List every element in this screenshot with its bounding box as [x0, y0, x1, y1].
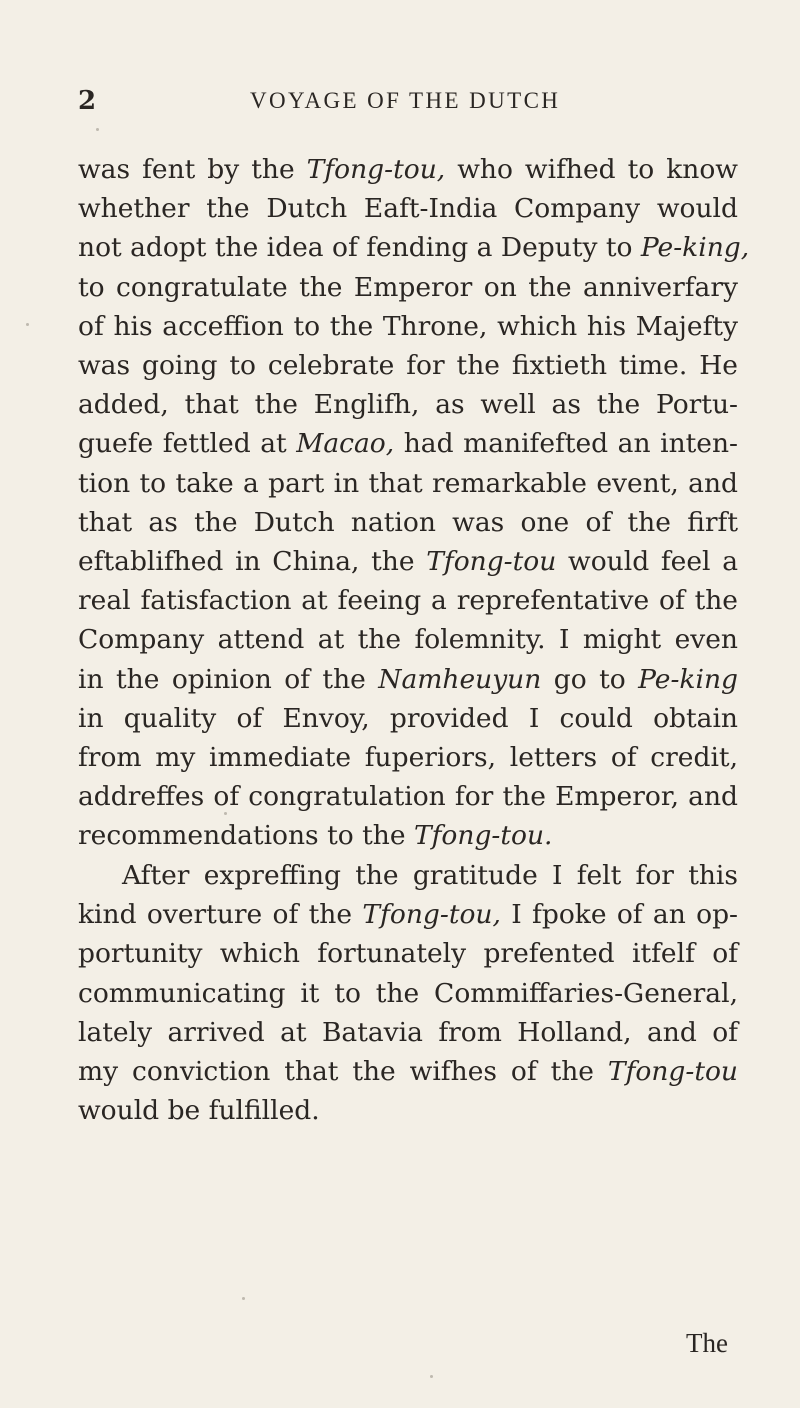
italic-term: Pe-king — [638, 663, 738, 695]
text-run: kind overture of the — [78, 899, 363, 931]
text-run: real fatisfaction at feeing a reprefentative of the — [78, 585, 738, 617]
text-line — [78, 307, 738, 347]
catchword: The — [686, 1328, 728, 1358]
text-run: in the opinion of the — [78, 663, 379, 695]
text-line — [78, 346, 738, 386]
text-run: addreffes of congratulation for the Emperor, and — [78, 781, 738, 813]
text-run: in quality of Envoy, provided I could obtain — [78, 702, 738, 734]
text-run: portunity which fortunately prefented itfelf of — [78, 938, 738, 970]
text-run: would feel a — [556, 546, 738, 577]
text-line — [78, 268, 738, 308]
text-line — [78, 1013, 738, 1053]
text-run: my conviction that the wifhes of the — [78, 1056, 608, 1087]
text-run: whether the Dutch Eaft-India Company would — [78, 193, 738, 225]
italic-term: Tfong-tou — [426, 546, 557, 577]
text-line — [78, 542, 738, 582]
text-line — [78, 464, 738, 504]
paper-speck — [224, 812, 227, 815]
text-run: After expreffing the gratitude I felt for this — [122, 860, 738, 891]
text-run: I fpoke of an op- — [500, 899, 738, 931]
text-run: eftablifhed in China, the — [78, 546, 427, 577]
text-run: to congratulate the Emperor on the anniverfary — [78, 271, 738, 303]
text-run: recommendations to the — [78, 820, 414, 852]
text-run: of his acceffion to the Throne, which his Majefty — [78, 310, 738, 342]
text-line — [78, 738, 738, 778]
text-line — [78, 1091, 738, 1131]
text-line — [78, 660, 738, 700]
italic-term: Tfong-tou. — [413, 820, 553, 852]
text-run: not adopt the idea of fending a Deputy to — [78, 232, 641, 264]
text-line — [78, 816, 738, 856]
text-run: from my immediate fuperiors, letters of credit, — [78, 742, 738, 773]
text-line — [78, 777, 738, 817]
text-run: would be fulfilled. — [78, 1095, 320, 1127]
italic-term: Tfong-tou, — [362, 899, 501, 931]
italic-term: Namheuyun — [378, 663, 542, 695]
text-line — [78, 699, 738, 739]
text-line — [78, 974, 738, 1014]
text-line — [78, 424, 738, 464]
italic-term: Pe-king, — [640, 232, 750, 264]
italic-term: Tfong-tou, — [306, 154, 446, 185]
running-head — [78, 86, 738, 122]
text-line — [78, 150, 738, 190]
text-line — [78, 503, 738, 543]
running-title: VOYAGE OF THE DUTCH — [250, 88, 561, 113]
italic-term: Macao, — [296, 428, 395, 460]
paper-speck — [242, 1297, 245, 1300]
text-run: guefe fettled at — [78, 428, 297, 460]
text-run: had manifefted an inten- — [394, 428, 738, 460]
text-run: was going to celebrate for the fixtieth time. He — [78, 350, 738, 381]
text-run: communicating it to the Commiffaries-General, — [78, 977, 738, 1009]
text-run: who wifhed to know — [445, 154, 738, 185]
text-run: Company attend at the folemnity. I might even — [78, 624, 738, 656]
italic-term: Tfong-tou — [607, 1056, 738, 1087]
text-line — [78, 581, 738, 621]
paper-speck — [430, 1375, 433, 1378]
paper-speck — [26, 323, 29, 326]
text-line — [78, 228, 750, 268]
text-run: tion to take a part in that remarkable event, and — [78, 467, 738, 499]
text-line — [78, 189, 738, 229]
text-line — [78, 934, 738, 974]
text-run: lately arrived at Batavia from Holland, and of — [78, 1016, 738, 1048]
text-run: was fent by the — [78, 154, 307, 185]
page-number: 2 — [78, 86, 98, 116]
text-run: that as the Dutch nation was one of the firft — [78, 506, 738, 538]
text-run: added, that the Englifh, as well as the Portu- — [78, 389, 738, 421]
text-line — [78, 1052, 738, 1092]
text-line — [78, 385, 738, 425]
paper-speck — [96, 128, 99, 131]
text-run: go to — [541, 663, 639, 695]
text-line — [78, 895, 738, 935]
text-line — [78, 620, 738, 660]
text-line — [122, 856, 738, 896]
